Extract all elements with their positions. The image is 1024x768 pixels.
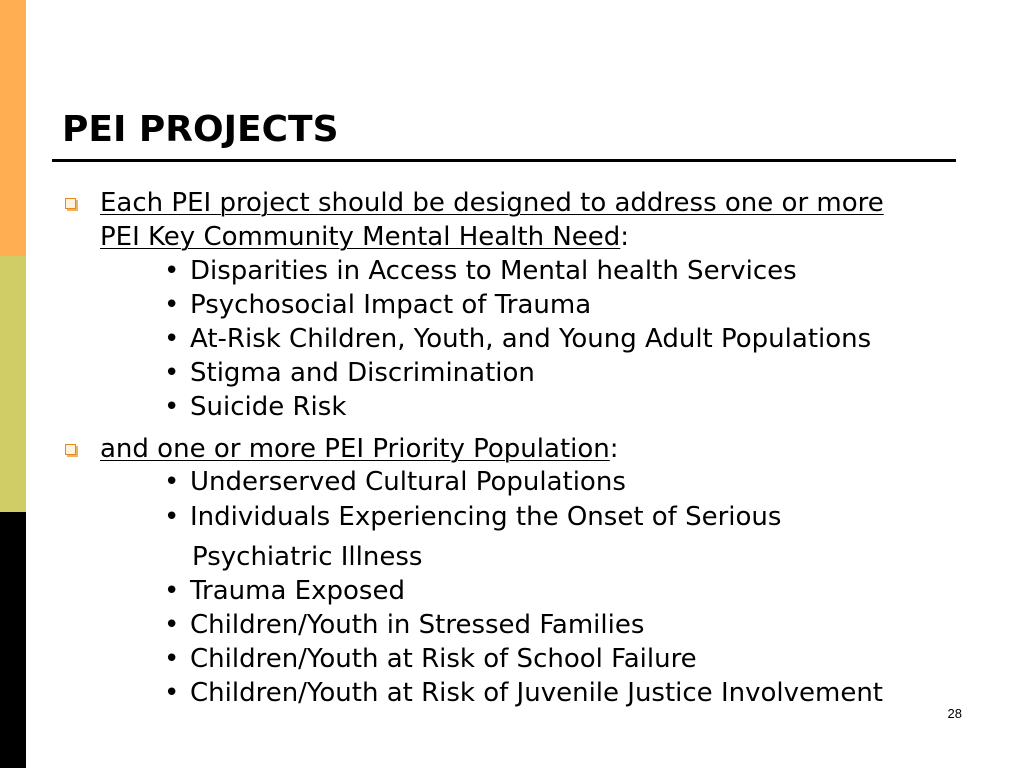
section1-intro-line1: Each PEI project should be designed to address one or more bbox=[100, 188, 884, 218]
bullet-dot: • bbox=[164, 358, 180, 388]
list-item: • Trauma Exposed bbox=[164, 576, 405, 606]
title-divider bbox=[52, 159, 956, 162]
list-item: • At-Risk Children, Youth, and Young Adult Populations bbox=[164, 324, 872, 354]
list-item-continuation: Psychiatric Illness bbox=[192, 542, 423, 572]
list-item: • Children/Youth at Risk of School Failure bbox=[164, 644, 697, 674]
bullet-dot: • bbox=[164, 290, 180, 320]
list-item: • Individuals Experiencing the Onset of Serious bbox=[164, 502, 782, 532]
bullet-dot: • bbox=[164, 576, 180, 606]
hollow-square-bullet-icon bbox=[65, 444, 76, 455]
list-item: • Disparities in Access to Mental health Services bbox=[164, 256, 797, 286]
bullet-dot: • bbox=[164, 256, 180, 286]
section2-intro-text: and one or more PEI Priority Population bbox=[100, 434, 610, 464]
bullet-dot: • bbox=[164, 678, 180, 708]
side-bar-black bbox=[0, 512, 26, 768]
section2-colon: : bbox=[609, 434, 619, 464]
list-item: • Children/Youth in Stressed Families bbox=[164, 610, 645, 640]
list-item: • Stigma and Discrimination bbox=[164, 358, 535, 388]
slide-title: PEI PROJECTS bbox=[62, 109, 339, 150]
list-item: • Children/Youth at Risk of Juvenile Justice Involvement bbox=[164, 678, 883, 708]
section1-colon: : bbox=[620, 222, 630, 252]
hollow-square-bullet-icon bbox=[65, 198, 76, 209]
page-number: 28 bbox=[947, 706, 962, 721]
side-bar-green bbox=[0, 256, 26, 512]
section2-intro bbox=[100, 432, 619, 466]
bullet-dot: • bbox=[164, 502, 180, 532]
list-item: • Suicide Risk bbox=[164, 392, 347, 422]
bullet-dot: • bbox=[164, 644, 180, 674]
section1-intro bbox=[100, 186, 884, 254]
section1-intro-line2: PEI Key Community Mental Health Need bbox=[100, 222, 621, 252]
bullet-dot: • bbox=[164, 392, 180, 422]
bullet-dot: • bbox=[164, 610, 180, 640]
list-item: • Psychosocial Impact of Trauma bbox=[164, 290, 592, 320]
side-bar-orange bbox=[0, 0, 26, 256]
list-item: • Underserved Cultural Populations bbox=[164, 467, 626, 497]
bullet-dot: • bbox=[164, 467, 180, 497]
bullet-dot: • bbox=[164, 324, 180, 354]
